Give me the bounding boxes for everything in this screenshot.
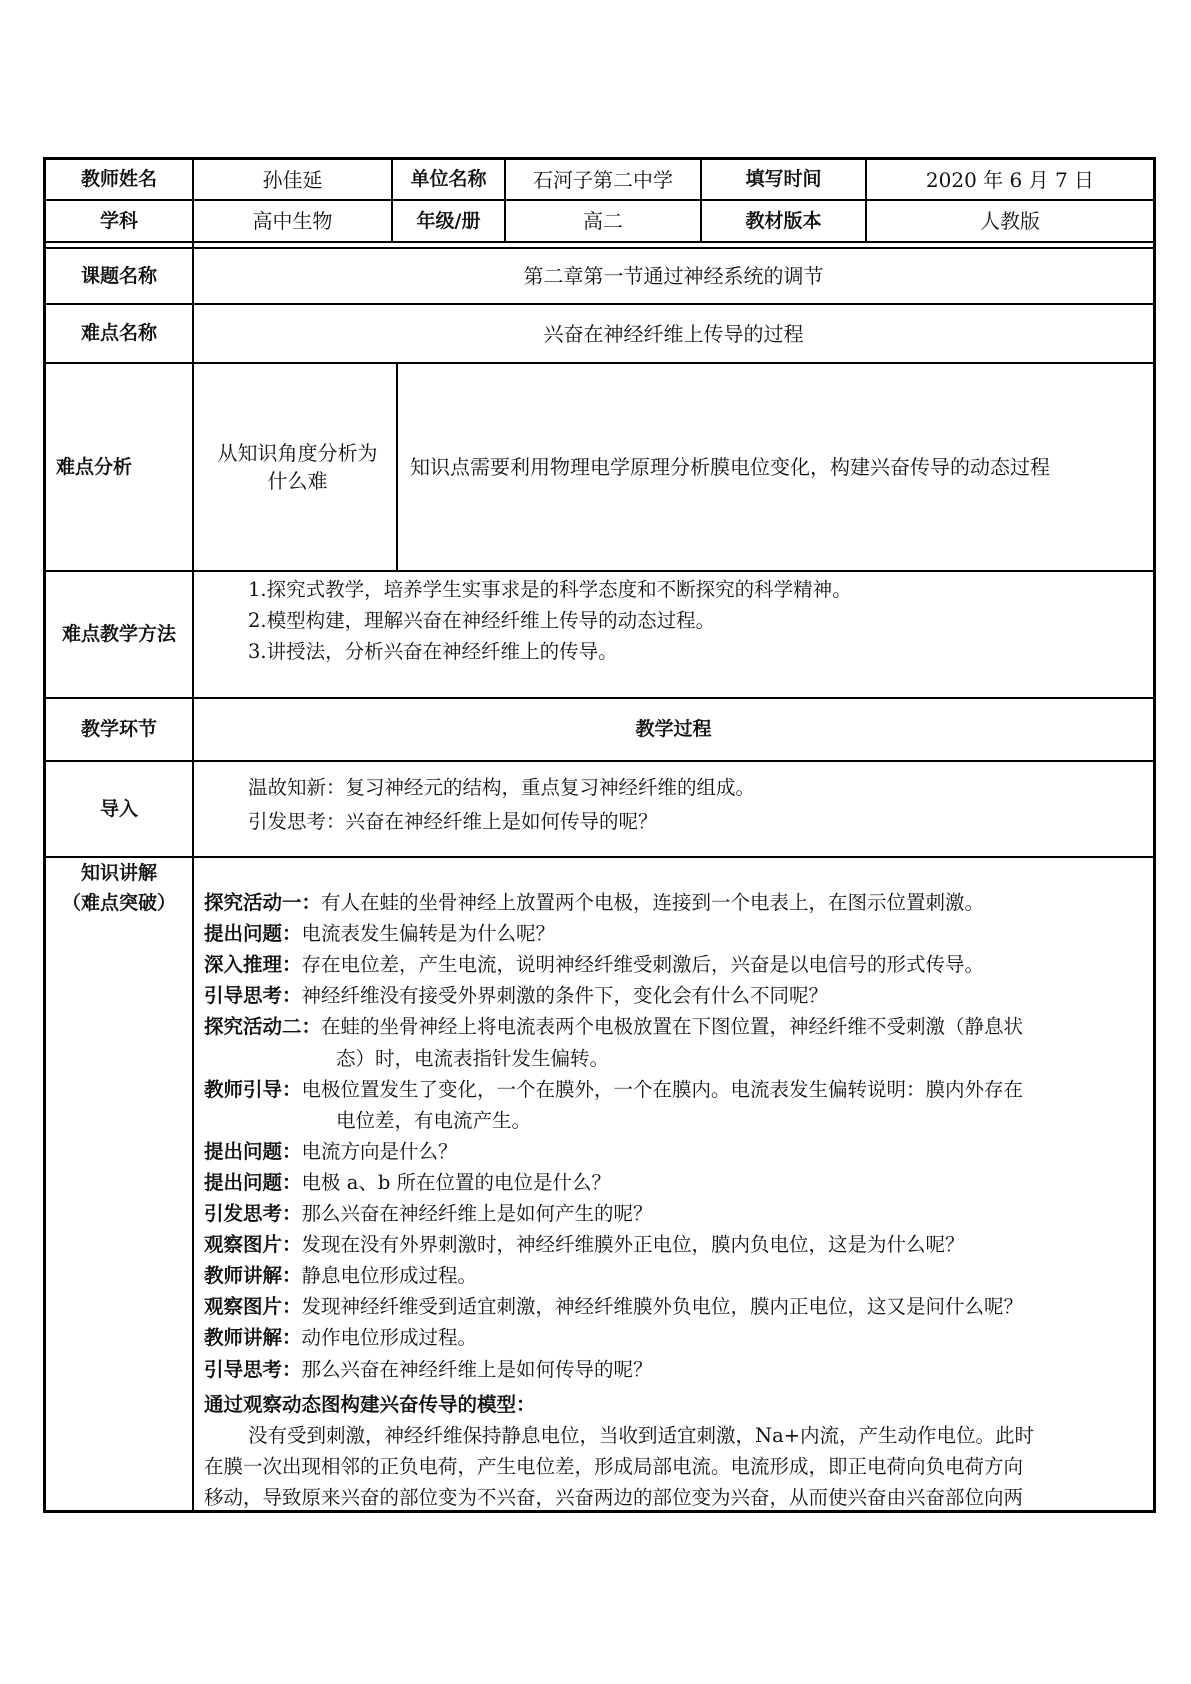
subject-label: 学科 <box>99 209 138 232</box>
process-heading: 教学过程 <box>635 718 712 741</box>
knowledge-label: 知识讲解 <box>80 861 157 884</box>
model-heading: 通过观察动态图构建兴奋传导的模型： <box>204 1393 536 1416</box>
step-row <box>204 1011 1023 1042</box>
row-divider <box>43 760 1156 762</box>
step-row <box>204 1354 653 1385</box>
step-label: 观察图片： <box>204 1233 302 1257</box>
step-label: 探究活动二： <box>204 1015 322 1039</box>
step-label: 引导思考： <box>204 984 302 1008</box>
step-label: 教师讲解： <box>204 1326 302 1350</box>
step-label: 引发思考： <box>204 1202 302 1225</box>
step-text: 电流方向是什么？ <box>301 1139 458 1163</box>
difficulty-value: 兴奋在神经纤维上传导的过程 <box>543 321 804 346</box>
analysis-sub-label: 从知识角度分析为什么难 <box>217 441 378 493</box>
process-label: 教学环节 <box>80 718 157 741</box>
step-text: 发现在没有外界刺激时，神经纤维膜外正电位，膜内负电位，这是为什么呢？ <box>301 1233 965 1257</box>
edition-value: 人教版 <box>980 209 1040 233</box>
row-divider <box>43 241 1156 243</box>
step-label: 教师引导： <box>204 1077 302 1101</box>
step-text: 在蛙的坐骨神经上将电流表两个电极放置在下图位置，神经纤维不受刺激（静息状 <box>321 1015 1024 1039</box>
row-divider <box>43 856 1156 858</box>
step-text: 电极位置发生了变化，一个在膜外，一个在膜内。电流表发生偏转说明：膜内外存在 <box>301 1077 1024 1101</box>
step-text: 有人在蛙的坐骨神经上放置两个电极，连接到一个电表上，在图示位置刺激。 <box>321 891 985 914</box>
method-item: 1.探究式教学，培养学生实事求是的科学态度和不断探究的科学精神。 <box>248 578 852 601</box>
analysis-value: 知识点需要利用物理电学原理分析膜电位变化，构建兴奋传导的动态过程 <box>410 455 1050 479</box>
subject-value: 高中生物 <box>252 209 333 233</box>
topic-value: 第二章第一节通过神经系统的调节 <box>523 264 824 288</box>
step-row <box>204 1136 458 1167</box>
date-value: 2020 年 6 月 7 日 <box>925 167 1095 192</box>
step-text: 静息电位形成过程。 <box>301 1264 478 1288</box>
step-label: 提出问题： <box>204 1170 302 1194</box>
paragraph-line: 移动，导致原来兴奋的部位变为不兴奋，兴奋两边的部位变为兴奋，从而使兴奋由兴奋部位向两 <box>204 1486 1024 1509</box>
step-row <box>204 980 828 1011</box>
step-continuation: 电位差，有电流产生。 <box>336 1108 532 1132</box>
step-text: 神经纤维没有接受外界刺激的条件下，变化会有什么不同呢？ <box>301 984 829 1008</box>
step-continuation: 态）时，电流表指针发生偏转。 <box>336 1046 610 1070</box>
topic-label: 课题名称 <box>80 264 157 287</box>
step-text: 动作电位形成过程。 <box>301 1326 478 1350</box>
step-row <box>204 1074 1023 1105</box>
grade-value: 高二 <box>583 209 623 233</box>
edition-label: 教材版本 <box>745 209 822 232</box>
step-label: 观察图片： <box>204 1295 302 1319</box>
date-label: 填写时间 <box>745 168 822 191</box>
difficulty-label: 难点名称 <box>80 322 157 345</box>
grade-label: 年级/册 <box>416 209 481 232</box>
intro-line: 引发思考：兴奋在神经纤维上是如何传导的呢？ <box>248 810 658 833</box>
method-item: 3.讲授法，分析兴奋在神经纤维上的传导。 <box>248 640 618 663</box>
step-text: 存在电位差，产生电流，说明神经纤维受刺激后，兴奋是以电信号的形式传导。 <box>301 953 985 977</box>
step-text: 那么兴奋在神经纤维上是如何传导的呢？ <box>301 1357 653 1381</box>
step-row <box>204 1167 611 1198</box>
step-label: 引导思考： <box>204 1357 302 1381</box>
step-label: 教师讲解： <box>204 1264 302 1288</box>
step-row <box>204 1291 1023 1322</box>
unit-value: 石河子第二中学 <box>533 167 673 192</box>
teacher-label: 教师姓名 <box>80 168 157 191</box>
step-label: 深入推理： <box>204 953 302 977</box>
step-row <box>204 1260 477 1291</box>
step-text: 电流表发生偏转是为什么呢？ <box>301 922 556 946</box>
paragraph-line: 没有受到刺激，神经纤维保持静息电位，当收到适宜刺激，Na+内流，产生动作电位。此时 <box>248 1424 1035 1447</box>
knowledge-sub-label: （难点突破） <box>61 891 176 914</box>
paragraph-line: 在膜一次出现相邻的正负电荷，产生电位差，形成局部电流。电流形成，即正电荷向负电荷方向 <box>204 1455 1024 1478</box>
method-item: 2.模型构建，理解兴奋在神经纤维上传导的动态过程。 <box>248 609 716 632</box>
step-row <box>204 887 984 918</box>
row-divider <box>43 570 1156 572</box>
step-row <box>204 949 984 980</box>
intro-line: 温故知新：复习神经元的结构，重点复习神经纤维的组成。 <box>248 776 756 799</box>
step-row <box>204 918 555 949</box>
step-text: 电极 a、b 所在位置的电位是什么？ <box>301 1170 612 1194</box>
step-text: 那么兴奋在神经纤维上是如何产生的呢？ <box>301 1202 653 1225</box>
step-label: 提出问题： <box>204 922 302 946</box>
unit-label: 单位名称 <box>410 168 487 191</box>
step-label: 提出问题： <box>204 1139 302 1163</box>
analysis-label: 难点分析 <box>56 455 133 478</box>
step-row <box>204 1322 477 1353</box>
method-label: 难点教学方法 <box>61 623 176 646</box>
step-text: 发现神经纤维受到适宜刺激，神经纤维膜外负电位，膜内正电位，这又是问什么呢？ <box>301 1295 1024 1319</box>
step-label: 探究活动一： <box>204 891 322 914</box>
intro-label: 导入 <box>99 797 138 820</box>
step-row <box>204 1229 965 1260</box>
teacher-value: 孙佳延 <box>262 167 323 192</box>
step-row <box>204 1198 653 1229</box>
